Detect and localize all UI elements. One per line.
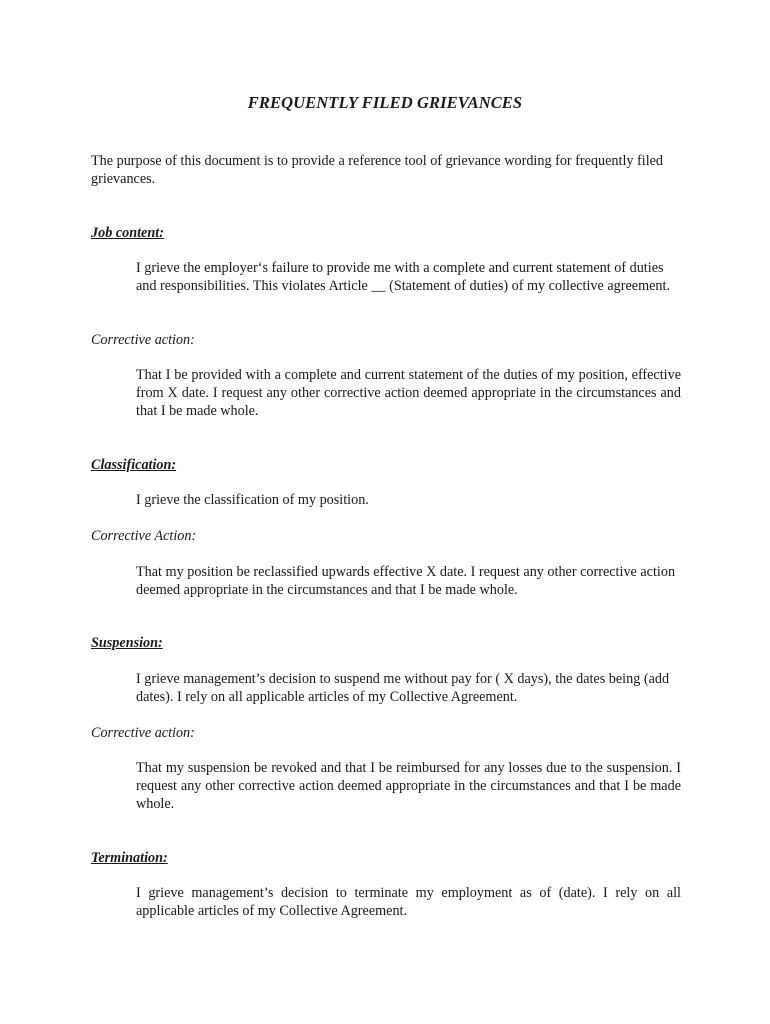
corrective-label-suspension: Corrective action:: [91, 725, 195, 741]
corrective-label-job-content: Corrective action:: [91, 332, 195, 348]
section-heading-colon: :: [159, 225, 164, 241]
grievance-statement-termination: I grieve management’s decision to terminate my employment as of (date). I rely on all applicable articles of my Collective Agreement.: [136, 885, 681, 919]
corrective-text-classification: That my position be reclassified upwards effective X date. I request any other corrective action deemed appropriate in the circumstances and that I be made whole.: [136, 564, 676, 598]
grievance-statement-job-content: I grieve the employer‘s failure to provide me with a complete and current statement of duties and responsibilities. This violates Article __ (Statement of duties) of my collective agreement.: [136, 260, 670, 294]
grievance-statement-suspension: I grieve management’s decision to suspend me without pay for ( X days), the dates being (add dates). I rely on all applicable articles of my Collective Agreement.: [136, 671, 670, 705]
section-heading-text: Job content: [91, 225, 160, 241]
section-heading-classification: Classification:: [91, 457, 177, 473]
section-heading-suspension: Suspension:: [91, 635, 163, 651]
section-heading-job-content: [91, 224, 164, 242]
grievance-statement-classification: I grieve the classification of my position.: [136, 492, 369, 508]
corrective-text-suspension: That my suspension be revoked and that I be reimbursed for any losses due to the suspension. I request any other corrective action deemed appropriate in the circumstances and that I be made whole.: [136, 760, 681, 812]
corrective-label-classification: Corrective Action:: [91, 528, 197, 544]
document-title: FREQUENTLY FILED GRIEVANCES: [247, 93, 523, 112]
intro-paragraph: The purpose of this document is to provide a reference tool of grievance wording for frequently filed grievances.: [91, 153, 664, 187]
section-heading-termination: Termination:: [91, 850, 168, 866]
corrective-text-job-content: That I be provided with a complete and current statement of the duties of my position, effective from X date. I request any other corrective action deemed appropriate in the circumstances and that I be made whole.: [136, 367, 681, 419]
